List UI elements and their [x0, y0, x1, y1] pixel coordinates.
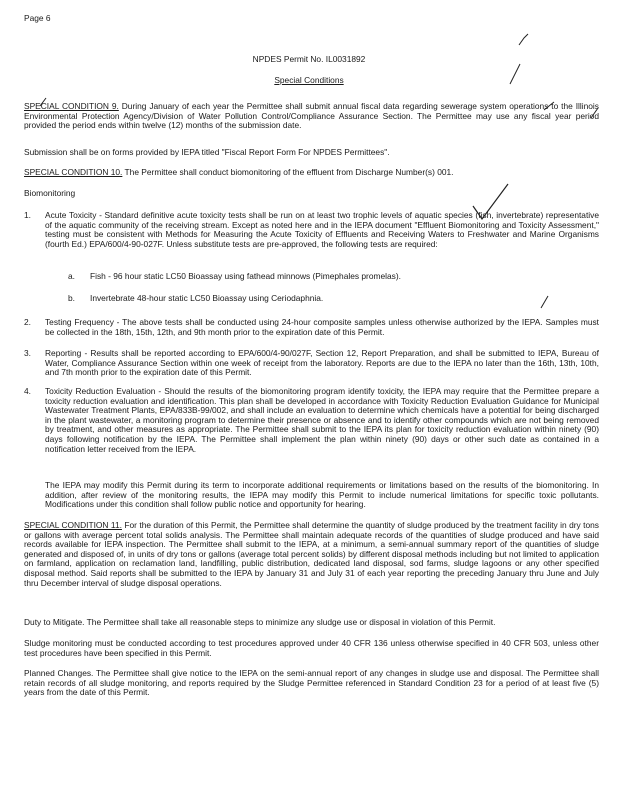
- special-condition-9-label: SPECIAL CONDITION 9.: [24, 101, 119, 111]
- special-condition-9: [24, 102, 599, 131]
- special-condition-10: [24, 168, 599, 178]
- item-4-toxicity-reduction-evaluation: Toxicity Reduction Evaluation - Should the results of the biomonitoring program identify toxicity, the IEPA may require that the Permittee prepare a toxicity reduction evaluation and identification. This plan shall be developed in accordance with Toxicity Reduction Evaluation Guidance for Municipal Wastewater Treatment Plants, EPA/833B-99/002, and shall include an evaluation to determine which chemicals have a potential for being discharged in the plant wastewater, a monitoring program to determine their presence or absence and to identify other compounds which are not being removed by treatment, and other measures as appropriate. The Permittee shall submit to the IEPA its plan for toxicity reduction evaluation within ninety (90) days following notification by the IEPA. The Permittee shall implement the plan within ninety (90) days or other such date as contained in a notification letter received from the IEPA.: [45, 386, 599, 454]
- item-3-number: 3.: [24, 348, 31, 358]
- item-1a-label: a.: [68, 271, 75, 281]
- special-condition-9-text: During January of each year the Permittee shall submit annual fiscal data regarding sewerage system operations to the Illinois Environmental Protection Agency/Division of Water Pollution Control/Compliance Assurance Section. The Permittee may use any fiscal year period provided the period ends within twelve (12) months of the submission date.: [24, 101, 599, 131]
- submission-paragraph: Submission shall be on forms provided by IEPA titled "Fiscal Report Form For NPDES Permittees".: [24, 147, 390, 157]
- planned-changes: Planned Changes. The Permittee shall give notice to the IEPA on the semi-annual report of any changes in sludge use and disposal. The Permittee shall retain records of all sludge monitoring, and reports required by the Sludge Permittee referenced in Standard Condition 23 for a period of at least five (5) years from the date of this Permit.: [24, 668, 599, 698]
- special-condition-10-label: SPECIAL CONDITION 10.: [24, 167, 123, 177]
- item-2-testing-frequency: Testing Frequency - The above tests shall be conducted using 24-hour composite samples unless otherwise authorized by the IEPA. Samples must be collected in the 18th, 15th, 12th, and 9th month prior to the expiration date of this Permit.: [45, 317, 599, 337]
- special-condition-11-text: For the duration of this Permit, the Permittee shall determine the quantity of sludge produced by the treatment facility in dry tons or gallons with average percent total solids analysis. The Permittee shall maintain adequate records of the quantities of sludge produced and have said records available for IEPA inspection. The Permittee shall submit to the IEPA, at a minimum, a semi-annual summary report of the quantities of sludge generated and disposed of, in units of dry tons or gallons (average total percent solids) by different disposal methods including but not limited to application on farmland, application on reclamation land, landfilling, public distribution, dedicated land disposal, sod farms, sludge lagoons or any other specified disposal method. Said reports shall be submitted to the IEPA by January 31 and July 31 of each year reporting the preceding January thru June and July thru December interval of sludge disposal operations.: [24, 520, 599, 588]
- item-1-number: 1.: [24, 210, 31, 220]
- item-1a-fish-bioassay: Fish - 96 hour static LC50 Bioassay using fathead minnows (Pimephales promelas).: [90, 271, 401, 281]
- item-4-number: 4.: [24, 386, 31, 396]
- pen-tick-icon-3: [541, 296, 548, 308]
- pen-mark-top: [519, 34, 528, 45]
- item-1b-invertebrate-bioassay: Invertebrate 48-hour static LC50 Bioassay using Ceriodaphnia.: [90, 293, 324, 303]
- biomonitoring-heading: Biomonitoring: [24, 188, 76, 198]
- page-label: Page 6: [24, 13, 51, 23]
- section-title: Special Conditions: [274, 75, 344, 85]
- special-condition-11: [24, 521, 599, 588]
- item-1-acute-toxicity: Acute Toxicity - Standard definitive acute toxicity tests shall be run on at least two trophic levels of aquatic species (fish, invertebrate) representative of the aquatic community of the receiving stream. Except as noted here and in the IEPA document "Effluent Biomonitoring and Toxicity Assessment," testing must be consistent with Methods for Measuring the Acute Toxicity of Effluents and Receiving Waters to Freshwater and Marine Organisms (fourth Ed.) EPA/600/4-90-027F. Unless substitute tests are pre-approved, the following tests are required:: [45, 210, 599, 249]
- item-2-number: 2.: [24, 317, 31, 327]
- special-condition-11-label: SPECIAL CONDITION 11.: [24, 520, 122, 530]
- permit-title: NPDES Permit No. IL0031892: [252, 54, 366, 64]
- item-1b-label: b.: [68, 293, 75, 303]
- sludge-monitoring: Sludge monitoring must be conducted according to test procedures approved under 40 CFR 136 unless otherwise specified in 40 CFR 503, unless other test procedures have been specified in this Permit.: [24, 638, 599, 658]
- item-3-reporting: Reporting - Results shall be reported according to EPA/600/4-90/027F, Section 12, Report Preparation, and shall be submitted to IEPA, Bureau of Water, Compliance Assurance Section within one week of receipt from the laboratory. Reports are due to the IEPA no later than the 16th, 13th, 10th, and 7th month prior to the expiration date of this Permit.: [45, 348, 599, 378]
- special-condition-10-text: The Permittee shall conduct biomonitoring of the effluent from Discharge Number(s) 001.: [124, 167, 454, 177]
- item-4-modification-paragraph: The IEPA may modify this Permit during its term to incorporate additional requirements or limitations based on the results of the biomonitoring. In addition, after review of the monitoring results, the IEPA may modify this Permit to include numerical limitations for specific toxic pollutants. Modifications under this condition shall follow public notice and opportunity for hearing.: [45, 480, 599, 510]
- duty-to-mitigate: Duty to Mitigate. The Permittee shall take all reasonable steps to minimize any sludge use or disposal in violation of this Permit.: [24, 617, 496, 627]
